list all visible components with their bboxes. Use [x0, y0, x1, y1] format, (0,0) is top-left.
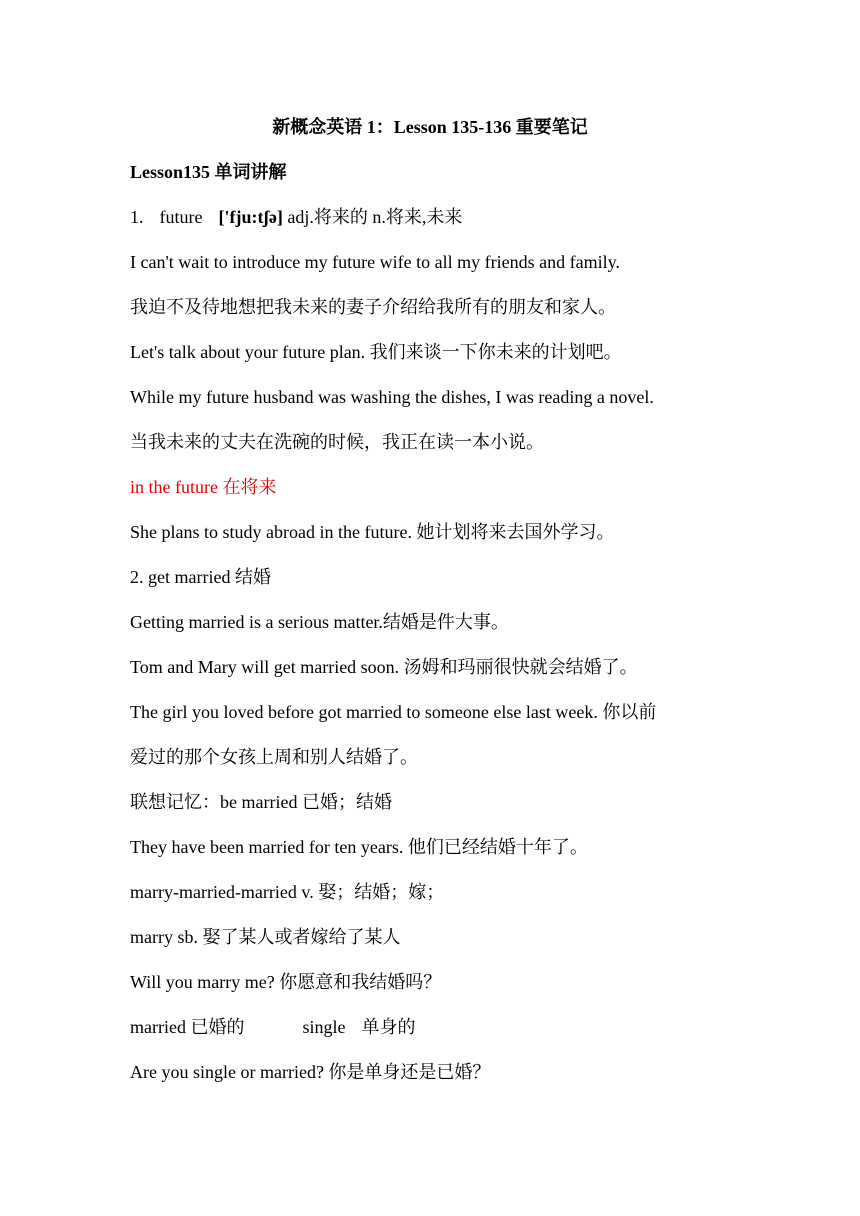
- married-term: married 已婚的: [130, 1017, 245, 1037]
- item-number: 1.: [130, 207, 144, 227]
- example-sentence: The girl you loved before got married to someone else last week. 你以前: [130, 702, 657, 722]
- example-sentence: Tom and Mary will get married soon. 汤姆和玛丽很快就会结婚了。: [130, 657, 638, 677]
- antonym-pair: [130, 1014, 415, 1040]
- single-meaning: 单身的: [361, 1017, 416, 1037]
- example-sentence: While my future husband was washing the dishes, I was reading a novel.: [130, 387, 654, 407]
- phrase-highlight: in the future 在将来: [130, 477, 277, 497]
- verb-forms: marry-married-married v. 娶；结婚；嫁；: [130, 882, 445, 902]
- definition: adj.将来的 n.将来,未来: [287, 207, 463, 227]
- section-heading: Lesson135 单词讲解: [130, 162, 287, 182]
- vocab-item-future: [130, 204, 462, 230]
- example-translation: 爱过的那个女孩上周和别人结婚了。: [130, 747, 418, 767]
- example-sentence: I can't wait to introduce my future wife to all my friends and family.: [130, 252, 620, 272]
- example-translation: 当我未来的丈夫在洗碗的时候，我正在读一本小说。: [130, 432, 544, 452]
- example-sentence: She plans to study abroad in the future. 她计划将来去国外学习。: [130, 522, 615, 542]
- vocab-item-get-married: 2. get married 结婚: [130, 567, 271, 587]
- example-sentence: They have been married for ten years. 他们已经结婚十年了。: [130, 837, 588, 857]
- single-term: single: [302, 1017, 346, 1037]
- example-translation: 我迫不及待地想把我未来的妻子介绍给我所有的朋友和家人。: [130, 297, 616, 317]
- usage-note: marry sb. 娶了某人或者嫁给了某人: [130, 927, 401, 947]
- phonetic: ['fju:tʃə]: [218, 207, 283, 227]
- example-sentence: Let's talk about your future plan. 我们来谈一下你未来的计划吧。: [130, 342, 622, 362]
- document-title: 新概念英语 1：Lesson 135-136 重要笔记: [272, 117, 588, 137]
- association-note: 联想记忆：be married 已婚；结婚: [130, 792, 392, 812]
- example-sentence: Will you marry me? 你愿意和我结婚吗？: [130, 972, 442, 992]
- example-sentence: Getting married is a serious matter.结婚是件大事。: [130, 612, 509, 632]
- example-sentence: Are you single or married? 你是单身还是已婚？: [130, 1062, 491, 1082]
- vocab-word: future: [159, 207, 203, 227]
